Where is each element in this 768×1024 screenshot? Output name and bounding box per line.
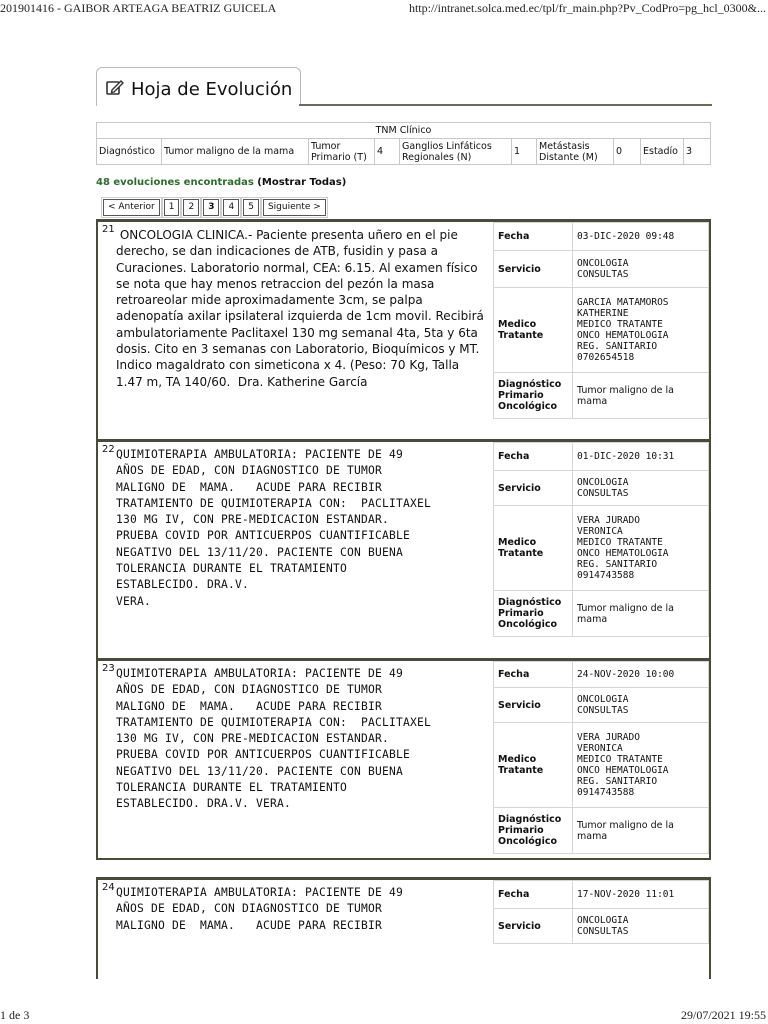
diagnostico-value: Tumor maligno de la mama (573, 591, 709, 637)
fecha-value: 01-DIC-2020 10:31 (573, 443, 709, 471)
entry-details-table (493, 661, 709, 854)
page-button-5[interactable]: 5 (243, 199, 259, 216)
print-footer (0, 1004, 768, 1024)
entry-number: 21 (102, 224, 115, 235)
pencil-edit-icon (106, 80, 124, 100)
entry-text: QUIMIOTERAPIA AMBULATORIA: PACIENTE DE 49 AÑOS DE EDAD, CON DIAGNOSTICO DE TUMOR MALIGNO DE MAMA. ACUDE PARA RECIBIR (116, 886, 404, 932)
tnm-stage-value: 3 (684, 139, 711, 165)
tnm-m-value: 0 (614, 139, 641, 165)
print-timestamp: 29/07/2021 19:55 (680, 1008, 766, 1022)
fecha-label: Fecha (494, 662, 573, 688)
entry-details-table (493, 222, 709, 419)
entry-number: 22 (102, 444, 115, 455)
entry-number: 24 (102, 882, 115, 893)
tnm-n-value: 1 (512, 139, 537, 165)
results-count (96, 177, 346, 188)
pagination (103, 199, 326, 216)
fecha-value: 17-NOV-2020 11:01 (573, 881, 709, 909)
tnm-diagnosis-label: Diagnóstico (97, 139, 162, 165)
entry-text: ONCOLOGIA CLINICA.- Paciente presenta uñero en el pie derecho, se dan indicaciones de ATB, fusidin y pasa a Curaciones. Laboratorio normal, CEA: 6.15. Al examen físico se nota que hay menos retraccion del pezón la masa retroareolar mide aproximadamente 3cm, se palpa adenopatía axilar ipsilateral izquierda de 1cm movil. Recibirá ambulatoriamente Paclitaxel 130 mg semanal 4ta, 5ta y 6ta dosis. Cito en 3 semanas con Laboratorio, Bioquímicos y MT. Indico magaldrato con simeticona x 4. (Peso: 70 Kg, Talla 1.47 m, TA 140/60. Dra. Katherine García (116, 228, 488, 389)
evolution-tab-bar (96, 67, 712, 107)
tnm-stage-label: Estadío (641, 139, 684, 165)
servicio-label: Servicio (494, 251, 573, 288)
evolution-entry (96, 439, 711, 665)
page-button-1[interactable]: 1 (164, 199, 180, 216)
page-button-2[interactable]: 2 (183, 199, 199, 216)
entry-text: QUIMIOTERAPIA AMBULATORIA: PACIENTE DE 49 AÑOS DE EDAD, CON DIAGNOSTICO DE TUMOR MALIGNO DE MAMA. ACUDE PARA RECIBIR TRATAMIENTO DE QUIMIOTERAPIA CON: PACLITAXEL 130 MG IV, CON PRE-MEDICACION ESTANDAR. PRUEBA COVID POR ANTICUERPOS CUANTIFICABLE NEGATIVO DEL 13/11/20. PACIENTE CON BUENA TOLERANCIA DURANTE EL TRATAMIENTO ESTABLECIDO. DRA.V. VERA. (116, 448, 432, 608)
evolution-entry (96, 658, 711, 860)
diagnostico-value: Tumor maligno de la mama (573, 808, 709, 854)
fecha-value: 24-NOV-2020 10:00 (573, 662, 709, 688)
print-header (0, 0, 768, 18)
servicio-value: ONCOLOGIA CONSULTAS (573, 471, 709, 506)
tnm-n-label: Ganglios Linfáticos Regionales (N) (400, 139, 512, 165)
servicio-label: Servicio (494, 471, 573, 506)
patient-header: 201901416 - GAIBOR ARTEAGA BEATRIZ GUICELA (0, 1, 277, 15)
tab-hoja-evolucion[interactable] (96, 67, 301, 106)
medico-label: Medico Tratante (494, 506, 573, 591)
evolution-entry (96, 219, 711, 447)
page-button-4[interactable]: 4 (223, 199, 239, 216)
page-title: Hoja de Evolución (131, 79, 293, 100)
evolution-entry (96, 877, 711, 979)
servicio-value: ONCOLOGIA CONSULTAS (573, 909, 709, 944)
page-url: http://intranet.solca.med.ec/tpl/fr_main.php?Pv_CodPro=pg_hcl_0300&... (408, 1, 766, 15)
medico-label: Medico Tratante (494, 288, 573, 373)
tnm-t-label: Tumor Primario (T) (309, 139, 375, 165)
tab-underline (299, 104, 712, 106)
medico-value: GARCIA MATAMOROS KATHERINE MEDICO TRATANTE ONCO HEMATOLOGIA REG. SANITARIO 0702654518 (573, 288, 709, 373)
fecha-value: 03-DIC-2020 09:48 (573, 223, 709, 251)
medico-label: Medico Tratante (494, 723, 573, 808)
next-page-button[interactable]: Siguiente > (263, 199, 326, 216)
page-button-3[interactable]: 3 (203, 199, 219, 216)
show-all-link[interactable]: (Mostrar Todas) (257, 177, 347, 188)
tnm-header: TNM Clínico (97, 123, 711, 139)
fecha-label: Fecha (494, 443, 573, 471)
tnm-table (96, 122, 711, 165)
servicio-label: Servicio (494, 688, 573, 723)
entry-number: 23 (102, 663, 115, 674)
medico-value: VERA JURADO VERONICA MEDICO TRATANTE ONCO HEMATOLOGIA REG. SANITARIO 0914743588 (573, 506, 709, 591)
diagnostico-label: Diagnóstico Primario Oncológico (494, 373, 573, 419)
servicio-value: ONCOLOGIA CONSULTAS (573, 688, 709, 723)
fecha-label: Fecha (494, 881, 573, 909)
diagnostico-label: Diagnóstico Primario Oncológico (494, 591, 573, 637)
entry-text: QUIMIOTERAPIA AMBULATORIA: PACIENTE DE 49 AÑOS DE EDAD, CON DIAGNOSTICO DE TUMOR MALIGNO DE MAMA. ACUDE PARA RECIBIR TRATAMIENTO DE QUIMIOTERAPIA CON: PACLITAXEL 130 MG IV, CON PRE-MEDICACION ESTANDAR. PRUEBA COVID POR ANTICUERPOS CUANTIFICABLE NEGATIVO DEL 13/11/20. PACIENTE CON BUENA TOLERANCIA DURANTE EL TRATAMIENTO ESTABLECIDO. DRA.V. VERA. (116, 667, 432, 811)
diagnostico-value: Tumor maligno de la mama (573, 373, 709, 419)
previous-page-button[interactable]: < Anterior (103, 199, 160, 216)
entry-details-table (493, 880, 709, 944)
diagnostico-label: Diagnóstico Primario Oncológico (494, 808, 573, 854)
page-counter: 1 de 3 (0, 1008, 30, 1022)
servicio-value: ONCOLOGIA CONSULTAS (573, 251, 709, 288)
tnm-diagnosis-value: Tumor maligno de la mama (162, 139, 309, 165)
results-count-text: 48 evoluciones encontradas (96, 177, 254, 188)
servicio-label: Servicio (494, 909, 573, 944)
fecha-label: Fecha (494, 223, 573, 251)
medico-value: VERA JURADO VERONICA MEDICO TRATANTE ONCO HEMATOLOGIA REG. SANITARIO 0914743588 (573, 723, 709, 808)
tnm-t-value: 4 (375, 139, 400, 165)
entry-details-table (493, 442, 709, 637)
tnm-m-label: Metástasis Distante (M) (537, 139, 614, 165)
